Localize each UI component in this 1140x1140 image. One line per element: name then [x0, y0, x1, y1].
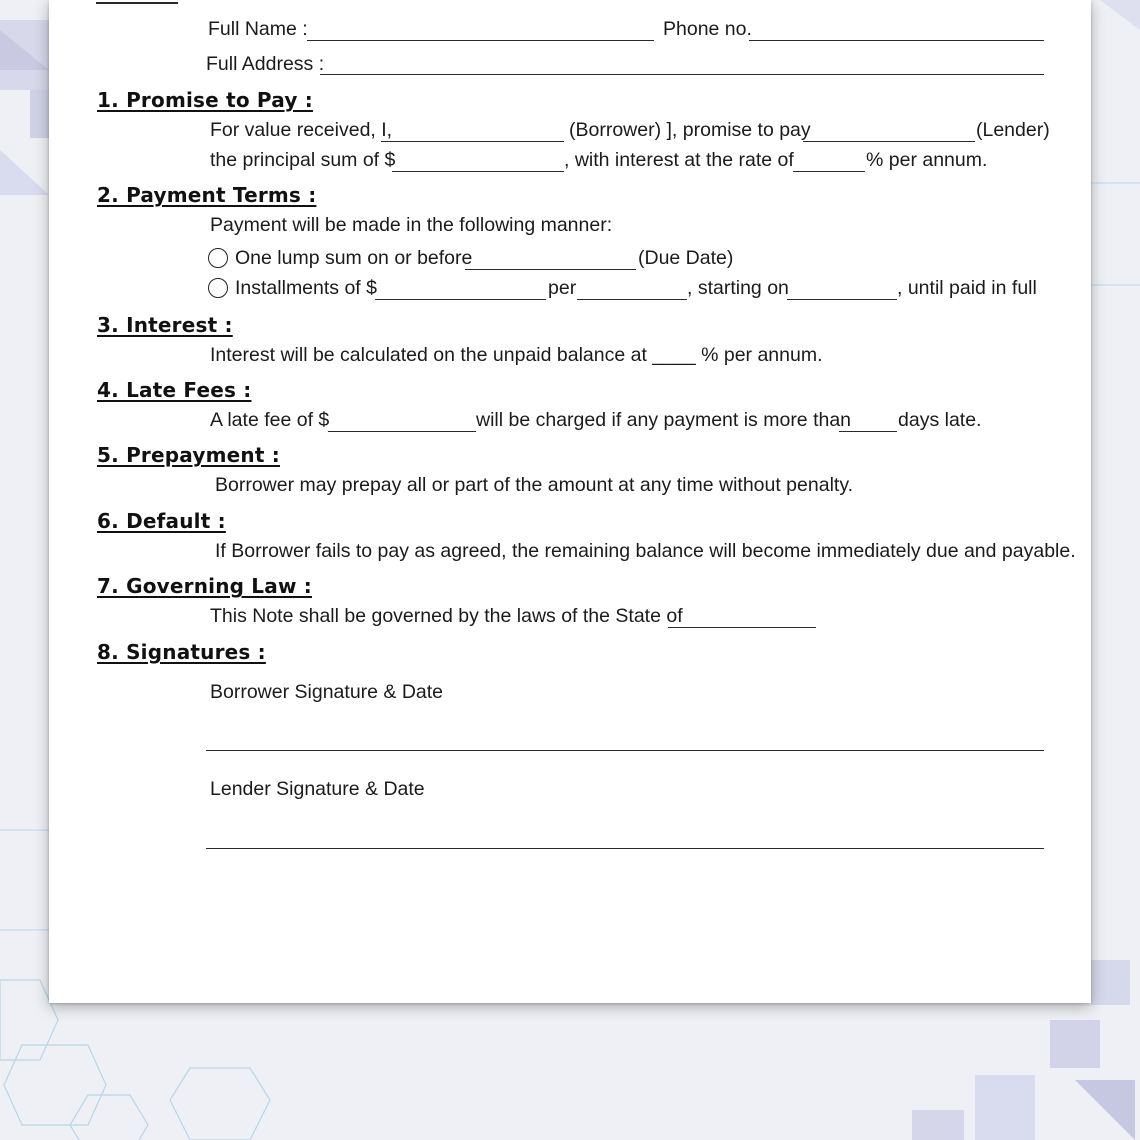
late-days-field[interactable] [839, 431, 897, 432]
borrower-signature-label: Borrower Signature & Date [210, 681, 444, 703]
late-fee-amount-field[interactable] [328, 431, 476, 432]
installment-period-field[interactable] [577, 299, 687, 300]
signatures-heading: 8. Signatures : [97, 640, 266, 664]
full-address-field[interactable] [320, 74, 1044, 75]
promise-heading: 1. Promise to Pay : [97, 88, 313, 112]
starting-on-label: , starting on [687, 277, 789, 299]
governing-law-heading: 7. Governing Law : [97, 574, 312, 598]
principal-sum-field[interactable] [392, 171, 564, 172]
payment-terms-intro: Payment will be made in the following manner: [210, 214, 613, 236]
document-page [49, 0, 1091, 1003]
full-address-label: Full Address : [206, 53, 325, 75]
payment-terms-heading: 2. Payment Terms : [97, 183, 317, 207]
promise-line2-b: , with interest at the rate of [564, 149, 794, 171]
lender-signature-line[interactable] [206, 848, 1044, 849]
late-fees-heading: 4. Late Fees : [97, 378, 252, 402]
default-heading: 6. Default : [97, 509, 226, 533]
installment-amount-field[interactable] [375, 299, 546, 300]
top-cut-heading-underline [96, 2, 178, 4]
prepayment-heading: 5. Prepayment : [97, 443, 280, 467]
interest-heading: 3. Interest : [97, 313, 233, 337]
phone-field[interactable] [749, 40, 1044, 41]
late-fee-text-b: will be charged if any payment is more than [476, 409, 852, 431]
promise-line1-b: (Borrower) ], promise to pay [569, 119, 811, 141]
state-field[interactable] [668, 627, 816, 628]
interest-rate-field[interactable] [793, 171, 865, 172]
borrower-name-field[interactable] [381, 141, 564, 142]
promise-line1-c: (Lender) [976, 119, 1050, 141]
phone-label: Phone no. [663, 18, 752, 40]
lender-name-field[interactable] [803, 141, 975, 142]
interest-text: Interest will be calculated on the unpaid balance at ____ % per annum. [210, 344, 823, 366]
installments-label: Installments of $ [235, 277, 377, 299]
lender-signature-label: Lender Signature & Date [210, 778, 425, 800]
late-fee-text-a: A late fee of $ [210, 409, 330, 431]
due-date-field[interactable] [465, 269, 636, 270]
late-fee-text-c: days late. [898, 409, 982, 431]
promise-line2-a: the principal sum of $ [210, 149, 396, 171]
governing-law-text: This Note shall be governed by the laws of the State of [210, 605, 683, 627]
lump-sum-label: One lump sum on or before [235, 247, 473, 269]
lump-sum-radio[interactable] [208, 248, 228, 268]
prepayment-text: Borrower may prepay all or part of the amount at any time without penalty. [215, 474, 854, 496]
default-text: If Borrower fails to pay as agreed, the remaining balance will become immediately due and payable. [215, 540, 1076, 562]
installment-per-label: per [548, 277, 577, 299]
full-name-label: Full Name : [208, 18, 308, 40]
until-paid-label: , until paid in full [897, 277, 1037, 299]
start-date-field[interactable] [787, 299, 897, 300]
due-date-label: (Due Date) [638, 247, 734, 269]
promise-line1-a: For value received, I, [210, 119, 393, 141]
full-name-field[interactable] [307, 40, 654, 41]
promise-line2-c: % per annum. [866, 149, 988, 171]
installments-radio[interactable] [208, 278, 228, 298]
borrower-signature-line[interactable] [206, 750, 1044, 751]
